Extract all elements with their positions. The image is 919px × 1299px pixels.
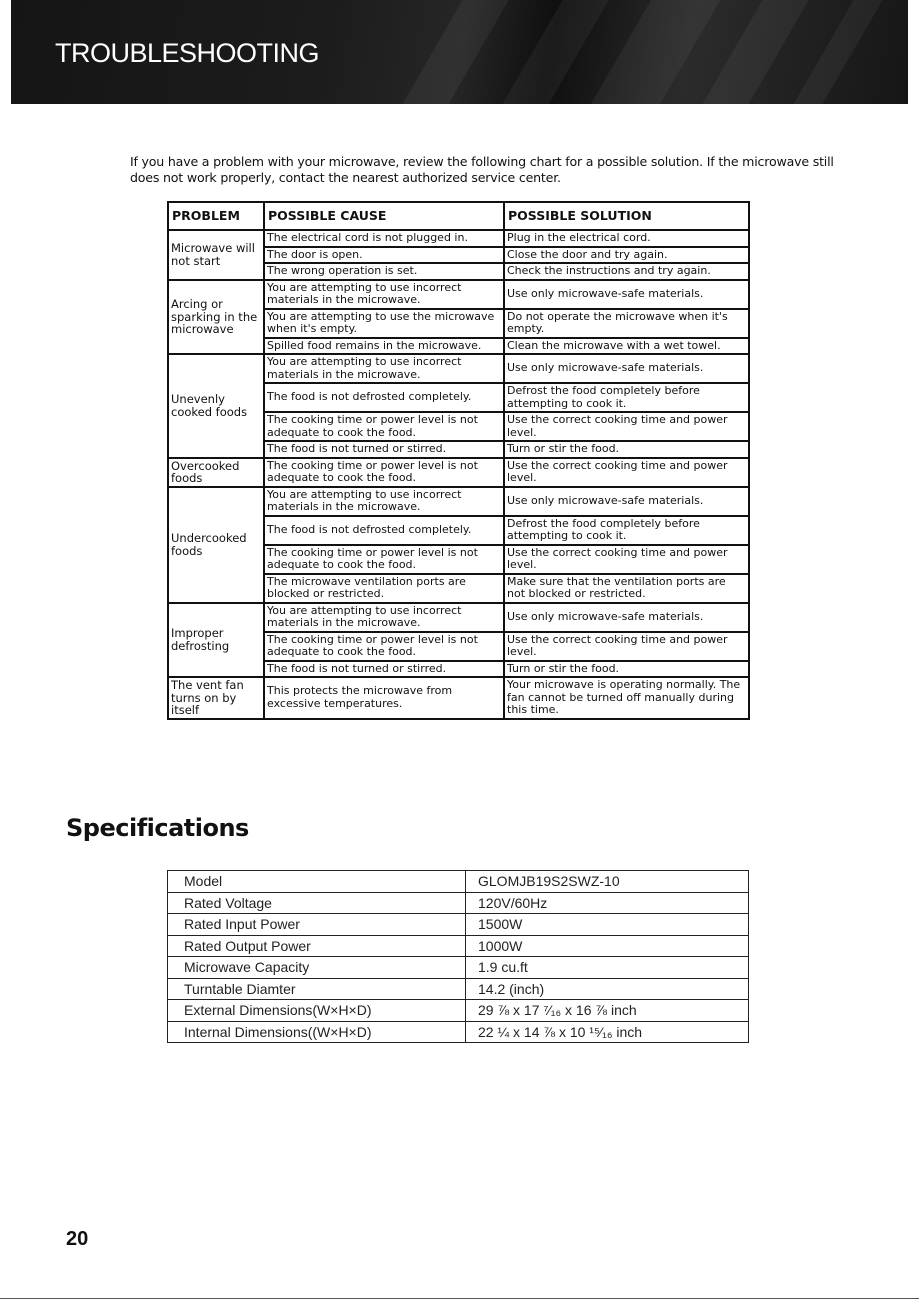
- cause-cell: You are attempting to use incorrect materials in the microwave.: [264, 487, 504, 516]
- header-problem: PROBLEM: [168, 202, 264, 230]
- cause-cell: The food is not turned or stirred.: [264, 441, 504, 458]
- cause-cell: Spilled food remains in the microwave.: [264, 338, 504, 355]
- troubleshooting-table: [167, 201, 750, 720]
- spec-row: [168, 871, 749, 893]
- specifications-table: [167, 870, 749, 1043]
- cause-cell: The cooking time or power level is not adequate to cook the food.: [264, 412, 504, 441]
- table-row: [168, 603, 749, 632]
- cause-cell: The cooking time or power level is not adequate to cook the food.: [264, 632, 504, 661]
- solution-cell: Turn or stir the food.: [504, 441, 749, 458]
- cause-cell: The electrical cord is not plugged in.: [264, 230, 504, 247]
- solution-cell: Make sure that the ventilation ports are not blocked or restricted.: [504, 574, 749, 603]
- page-title: TROUBLESHOOTING: [55, 38, 320, 68]
- spec-label: Internal Dimensions((W×H×D): [168, 1021, 466, 1043]
- cause-cell: You are attempting to use incorrect materials in the microwave.: [264, 280, 504, 309]
- table-row: [168, 677, 749, 719]
- spec-row: [168, 957, 749, 979]
- problem-cell: The vent fan turns on by itself: [168, 677, 264, 719]
- spec-value: 22 ¼ x 14 ⅞ x 10 ¹⁵⁄₁₆ inch: [466, 1021, 749, 1043]
- problem-cell: Improper defrosting: [168, 603, 264, 678]
- spec-label: Rated Output Power: [168, 935, 466, 957]
- spec-value: 120V/60Hz: [466, 892, 749, 914]
- spec-row: [168, 1021, 749, 1043]
- spec-label: Turntable Diamter: [168, 978, 466, 1000]
- solution-cell: Your microwave is operating normally. The fan cannot be turned off manually during this time.: [504, 677, 749, 719]
- header-possible-cause: POSSIBLE CAUSE: [264, 202, 504, 230]
- solution-cell: Check the instructions and try again.: [504, 263, 749, 280]
- cause-cell: The food is not defrosted completely.: [264, 383, 504, 412]
- solution-cell: Use the correct cooking time and power level.: [504, 545, 749, 574]
- cause-cell: The cooking time or power level is not adequate to cook the food.: [264, 545, 504, 574]
- spec-value: 14.2 (inch): [466, 978, 749, 1000]
- cause-cell: You are attempting to use incorrect materials in the microwave.: [264, 603, 504, 632]
- problem-cell: Undercooked foods: [168, 487, 264, 603]
- problem-cell: Microwave will not start: [168, 230, 264, 280]
- cause-cell: The door is open.: [264, 247, 504, 264]
- spec-value: 29 ⅞ x 17 ⁷⁄₁₆ x 16 ⅞ inch: [466, 1000, 749, 1022]
- table-row: [168, 458, 749, 487]
- solution-cell: Use only microwave-safe materials.: [504, 603, 749, 632]
- spec-row: [168, 914, 749, 936]
- spec-row: [168, 892, 749, 914]
- solution-cell: Plug in the electrical cord.: [504, 230, 749, 247]
- intro-paragraph: If you have a problem with your microwave, review the following chart for a possible solution. If the microwave still does not work properly, contact the nearest authorized service center.: [130, 154, 834, 185]
- solution-cell: Do not operate the microwave when it's empty.: [504, 309, 749, 338]
- spec-label: Model: [168, 871, 466, 893]
- cause-cell: The food is not turned or stirred.: [264, 661, 504, 678]
- solution-cell: Clean the microwave with a wet towel.: [504, 338, 749, 355]
- solution-cell: Defrost the food completely before attempting to cook it.: [504, 383, 749, 412]
- spec-value: GLOMJB19S2SWZ-10: [466, 871, 749, 893]
- spec-row: [168, 935, 749, 957]
- solution-cell: Turn or stir the food.: [504, 661, 749, 678]
- cause-cell: The food is not defrosted completely.: [264, 516, 504, 545]
- problem-cell: Unevenly cooked foods: [168, 354, 264, 458]
- cause-cell: You are attempting to use incorrect materials in the microwave.: [264, 354, 504, 383]
- table-row: [168, 280, 749, 309]
- cause-cell: The microwave ventilation ports are blocked or restricted.: [264, 574, 504, 603]
- cause-cell: The wrong operation is set.: [264, 263, 504, 280]
- solution-cell: Use only microwave-safe materials.: [504, 280, 749, 309]
- problem-cell: Arcing or sparking in the microwave: [168, 280, 264, 355]
- solution-cell: Use only microwave-safe materials.: [504, 354, 749, 383]
- specifications-heading: Specifications: [66, 814, 249, 842]
- cause-cell: The cooking time or power level is not adequate to cook the food.: [264, 458, 504, 487]
- spec-label: External Dimensions(W×H×D): [168, 1000, 466, 1022]
- solution-cell: Close the door and try again.: [504, 247, 749, 264]
- solution-cell: Use the correct cooking time and power level.: [504, 632, 749, 661]
- header-band: [11, 0, 908, 104]
- spec-value: 1500W: [466, 914, 749, 936]
- table-row: [168, 354, 749, 383]
- cause-cell: This protects the microwave from excessive temperatures.: [264, 677, 504, 719]
- header-possible-solution: POSSIBLE SOLUTION: [504, 202, 749, 230]
- solution-cell: Defrost the food completely before attempting to cook it.: [504, 516, 749, 545]
- table-row: [168, 230, 749, 247]
- cause-cell: You are attempting to use the microwave when it's empty.: [264, 309, 504, 338]
- spec-row: [168, 978, 749, 1000]
- spec-label: Microwave Capacity: [168, 957, 466, 979]
- solution-cell: Use the correct cooking time and power level.: [504, 412, 749, 441]
- page-number: 20: [66, 1228, 89, 1250]
- solution-cell: Use the correct cooking time and power level.: [504, 458, 749, 487]
- spec-label: Rated Voltage: [168, 892, 466, 914]
- solution-cell: Use only microwave-safe materials.: [504, 487, 749, 516]
- table-header-row: [168, 202, 749, 230]
- spec-label: Rated Input Power: [168, 914, 466, 936]
- spec-value: 1.9 cu.ft: [466, 957, 749, 979]
- table-row: [168, 487, 749, 516]
- problem-cell: Overcooked foods: [168, 458, 264, 487]
- spec-row: [168, 1000, 749, 1022]
- spec-value: 1000W: [466, 935, 749, 957]
